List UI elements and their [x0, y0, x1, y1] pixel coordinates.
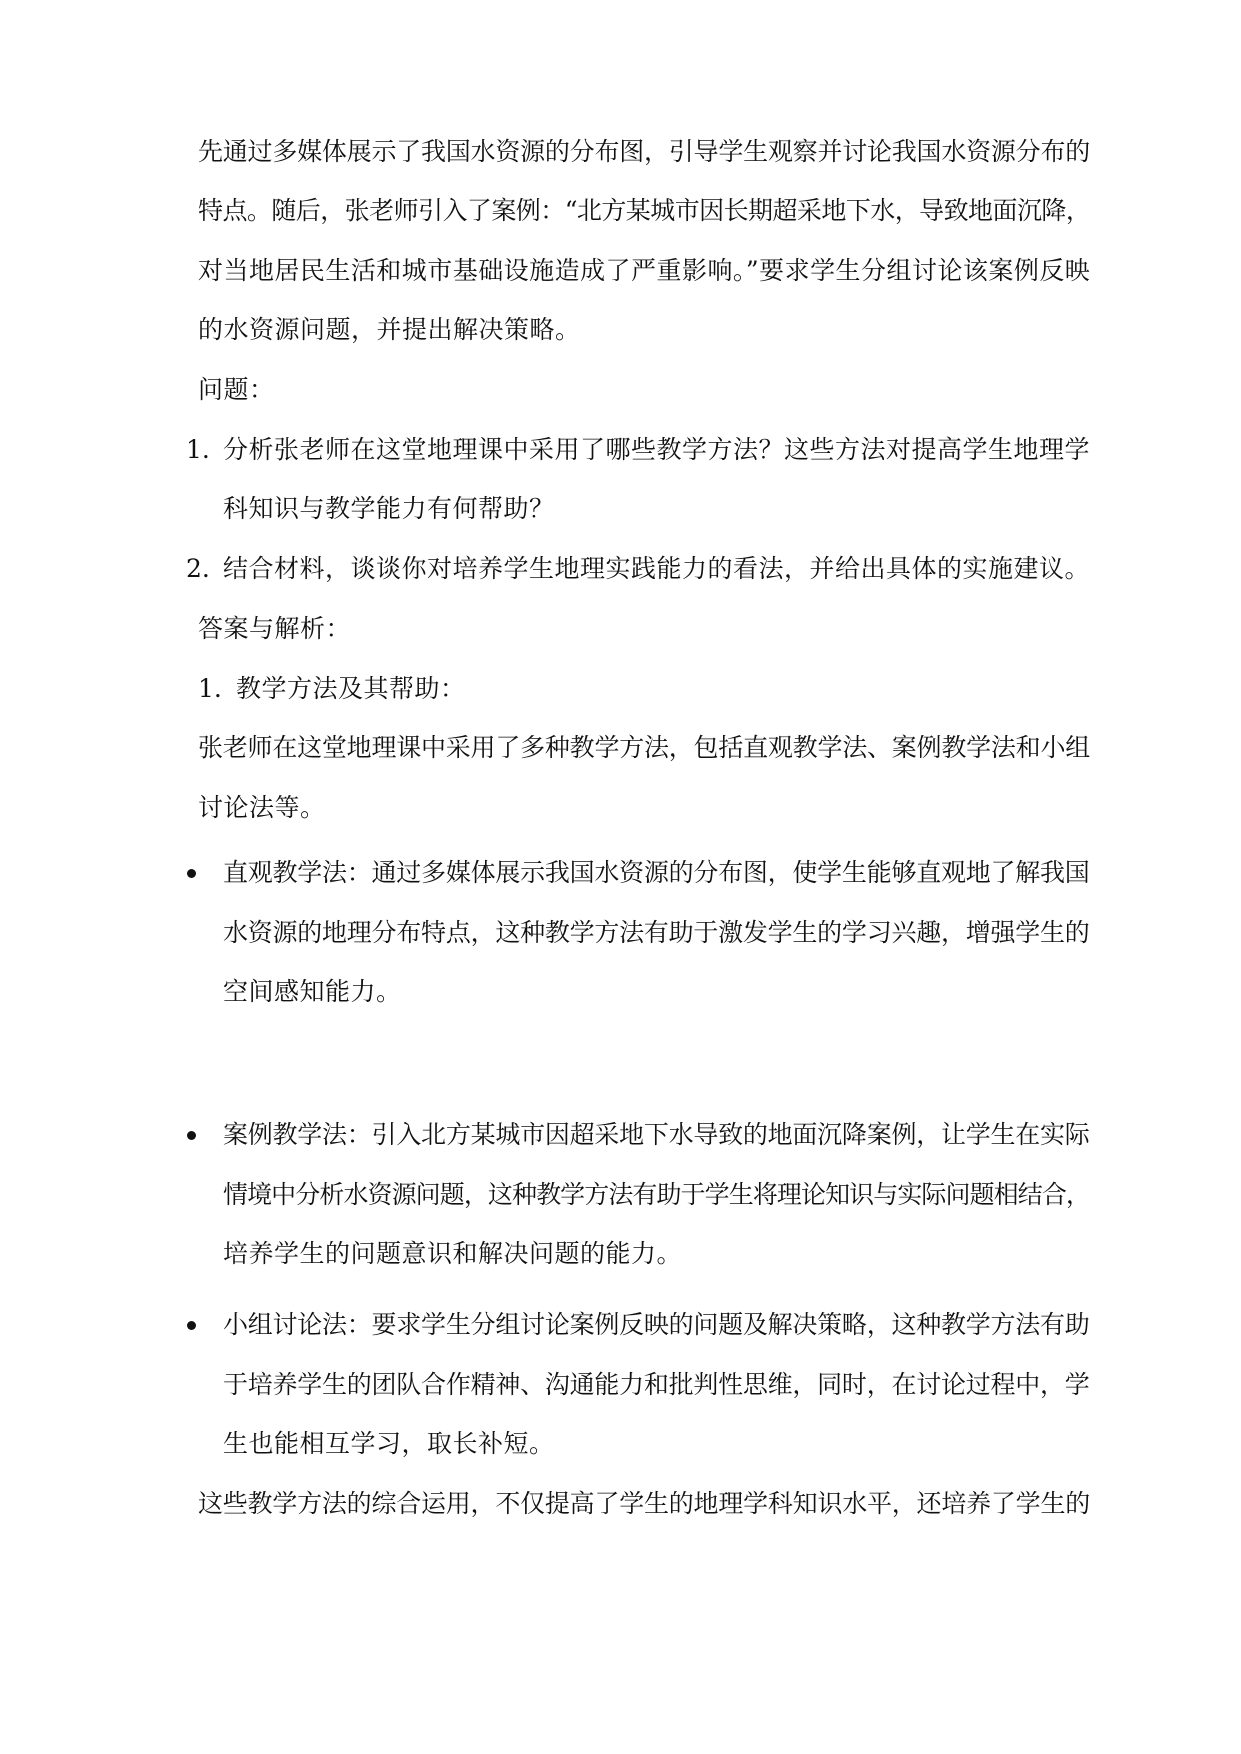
- bullet-icon: [187, 1321, 196, 1330]
- answer-sub-number: 1.: [198, 674, 222, 703]
- method-3-line-2: 于培养学生的团队合作精神、沟通能力和批判性思维，同时，在讨论过程中，学: [223, 1370, 1090, 1399]
- method-3-line-3: 生也能相互学习，取长补短。: [223, 1429, 555, 1458]
- question-2-line-1: 结合材料，谈谈你对培养学生地理实践能力的看法，并给出具体的实施建议。: [223, 554, 1091, 583]
- bullet-icon: [187, 1131, 196, 1140]
- question-2-number: 2.: [186, 554, 210, 583]
- method-2-line-1: 案例教学法：引入北方某城市因超采地下水导致的地面沉降案例，让学生在实际: [223, 1120, 1090, 1149]
- question-1-number: 1.: [186, 435, 210, 464]
- method-1-line-1: 直观教学法：通过多媒体展示我国水资源的分布图，使学生能够直观地了解我国: [223, 858, 1090, 887]
- method-1-line-3: 空间感知能力。: [223, 977, 402, 1006]
- answer-heading: 答案与解析：: [198, 614, 352, 643]
- answer-sub-heading: 教学方法及其帮助：: [236, 674, 466, 703]
- summary-line-1: 张老师在这堂地理课中采用了多种教学方法，包括直观教学法、案例教学法和小组: [198, 733, 1091, 762]
- method-2-line-2: 情境中分析水资源问题，这种教学方法有助于学生将理论知识与实际问题相结合，: [223, 1180, 1091, 1209]
- questions-heading: 问题：: [198, 375, 275, 404]
- method-2-line-3: 培养学生的问题意识和解决问题的能力。: [223, 1239, 683, 1268]
- intro-line-2: 特点。随后，张老师引入了案例：“北方某城市因长期超采地下水，导致地面沉降，: [198, 196, 1091, 225]
- conclusion-line-1: 这些教学方法的综合运用，不仅提高了学生的地理学科知识水平，还培养了学生的: [198, 1489, 1091, 1518]
- question-1-line-2: 科知识与教学能力有何帮助？: [223, 494, 555, 523]
- intro-line-4: 的水资源问题，并提出解决策略。: [198, 315, 581, 344]
- method-1-line-2: 水资源的地理分布特点，这种教学方法有助于激发学生的学习兴趣，增强学生的: [223, 918, 1090, 947]
- intro-line-1: 先通过多媒体展示了我国水资源的分布图，引导学生观察并讨论我国水资源分布的: [198, 137, 1091, 166]
- summary-line-2: 讨论法等。: [198, 793, 326, 822]
- bullet-icon: [187, 869, 196, 878]
- question-1-line-1: 分析张老师在这堂地理课中采用了哪些教学方法？这些方法对提高学生地理学: [223, 435, 1091, 464]
- method-3-line-1: 小组讨论法：要求学生分组讨论案例反映的问题及解决策略，这种教学方法有助: [223, 1310, 1090, 1339]
- intro-line-3: 对当地居民生活和城市基础设施造成了严重影响。”要求学生分组讨论该案例反映: [198, 256, 1091, 285]
